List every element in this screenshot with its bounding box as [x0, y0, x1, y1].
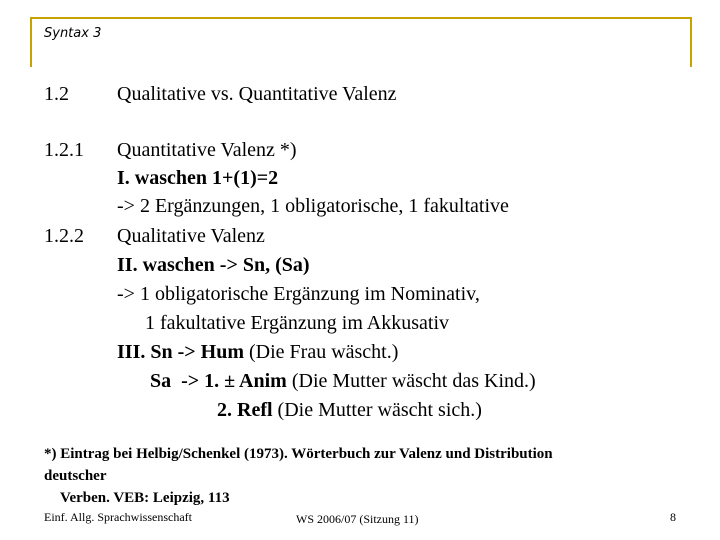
- subsection-2-line-5: [150, 369, 536, 393]
- subsection-2-line-2: -> 1 obligatorische Ergänzung im Nominativ,: [117, 283, 480, 305]
- subsection-2-line-6: [217, 398, 482, 422]
- subsection-2-line-4-bold: III. Sn -> Hum: [117, 341, 244, 363]
- subsection-1-line-1: I. waschen 1+(1)=2: [117, 167, 279, 189]
- subsection-1-line-2: -> 2 Ergänzungen, 1 obligatorische, 1 fakultative: [117, 195, 509, 217]
- footnote-line-1: *) Eintrag bei Helbig/Schenkel (1973). Wörterbuch zur Valenz und Distribution: [44, 446, 553, 462]
- subsection-2-line-6-bold: 2. Refl: [217, 399, 273, 421]
- subsection-2-title: Qualitative Valenz: [117, 225, 265, 247]
- subsection-2-line-4-rest: (Die Frau wäscht.): [244, 341, 399, 363]
- subsection-2-number: 1.2.2: [44, 225, 84, 247]
- footnote-line-3: Verben. VEB: Leipzig, 113: [60, 490, 230, 506]
- frame-top-line: [30, 17, 692, 19]
- footer-page-number: 8: [670, 510, 676, 524]
- footer-course: Einf. Allg. Sprachwissenschaft: [44, 510, 192, 524]
- frame-left-line: [30, 17, 32, 67]
- subsection-2-line-6-rest: (Die Mutter wäscht sich.): [272, 399, 482, 421]
- footer-session: WS 2006/07 (Sitzung 11): [296, 512, 419, 526]
- footnote-line-2: deutscher: [44, 468, 107, 484]
- frame-right-line: [690, 17, 692, 67]
- subsection-1-number: 1.2.1: [44, 139, 84, 161]
- section-title: Qualitative vs. Quantitative Valenz: [117, 83, 397, 105]
- header-label: Syntax 3: [44, 26, 102, 41]
- section-number: 1.2: [44, 83, 69, 105]
- subsection-2-line-1: II. waschen -> Sn, (Sa): [117, 254, 310, 276]
- subsection-2-line-4: [117, 340, 398, 364]
- subsection-1-title: Quantitative Valenz *): [117, 139, 297, 161]
- subsection-2-line-3: 1 fakultative Ergänzung im Akkusativ: [145, 312, 450, 334]
- subsection-2-line-5-bold: Sa -> 1. ± Anim: [150, 370, 287, 392]
- subsection-2-line-5-rest: (Die Mutter wäscht das Kind.): [286, 370, 536, 392]
